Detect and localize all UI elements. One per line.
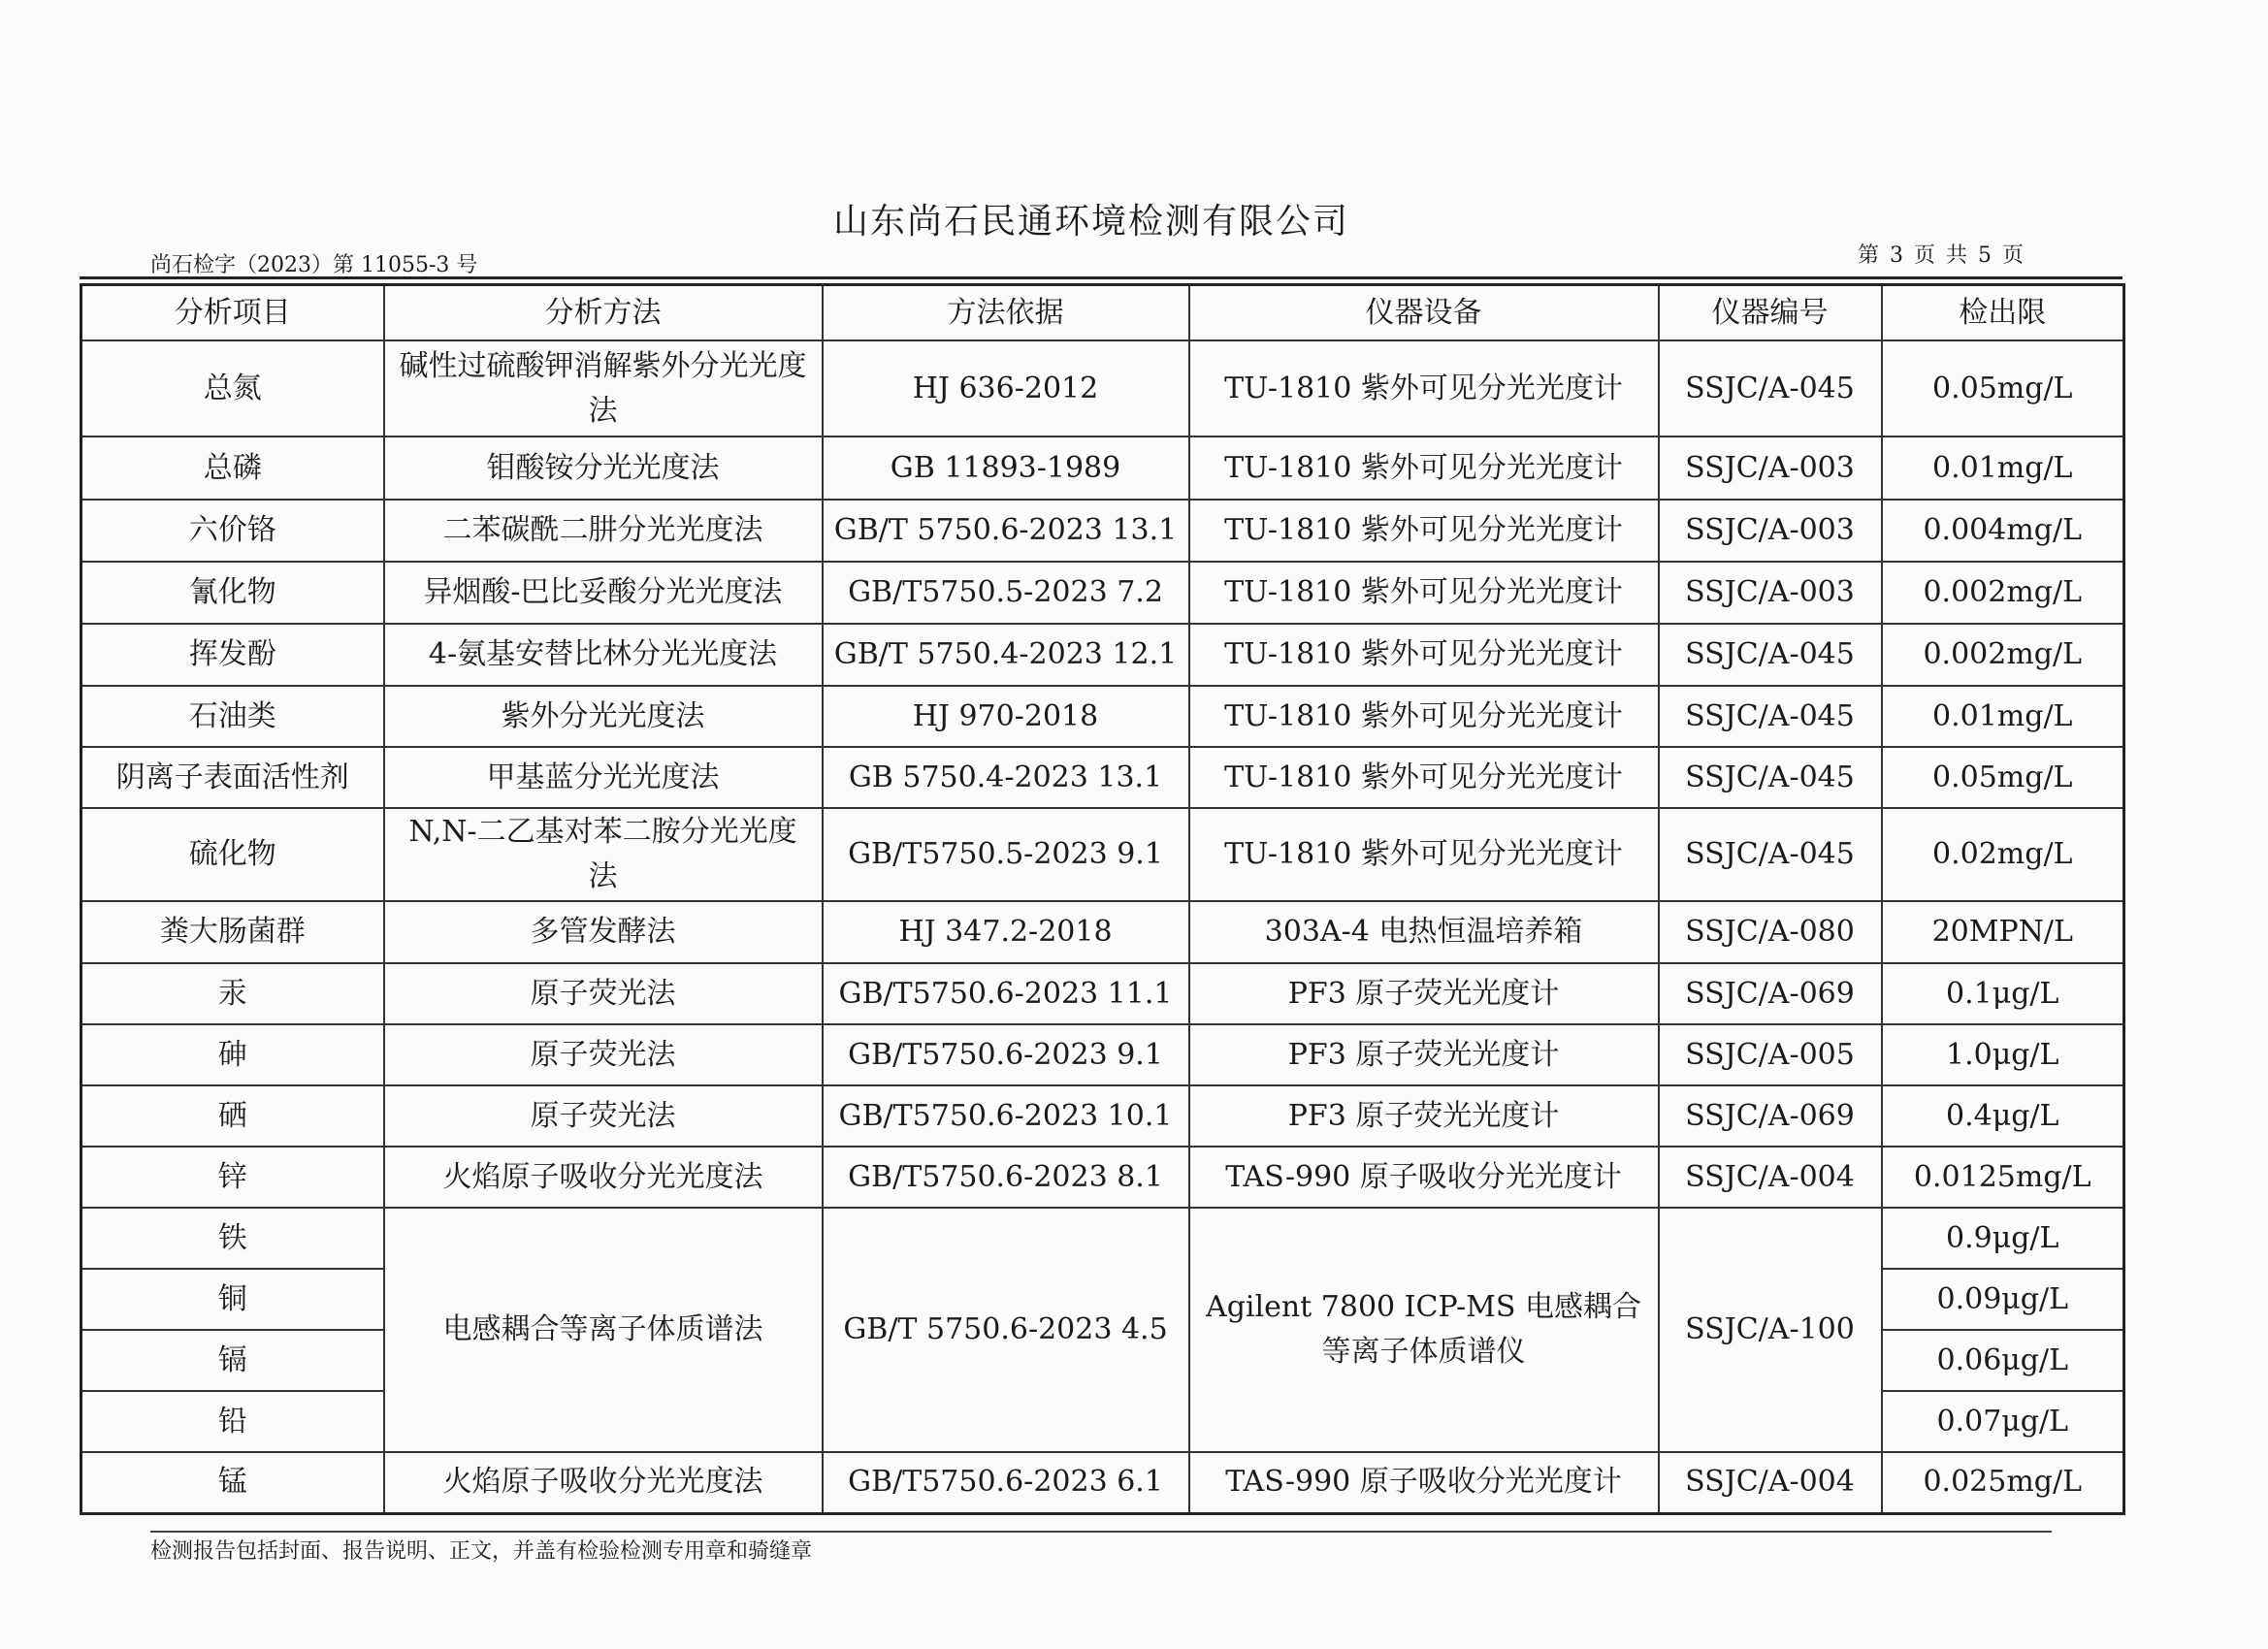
instrument-no-cell: SSJC/A-003 [1659, 500, 1882, 562]
method-cell: 甲基蓝分光光度法 [384, 747, 823, 808]
instrument-no-cell: SSJC/A-004 [1659, 1147, 1882, 1208]
basis-cell: GB/T5750.6-2023 11.1 [823, 963, 1189, 1024]
method-cell: 多管发酵法 [384, 901, 823, 963]
limit-cell: 0.01mg/L [1882, 686, 2124, 747]
table-header-row [81, 285, 2124, 341]
method-cell: 电感耦合等离子体质谱法 [384, 1208, 823, 1452]
analysis-methods-table [80, 283, 2125, 1515]
instrument-cell: PF3 原子荧光光度计 [1189, 1024, 1659, 1085]
page-info: 第 3 页 共 5 页 [1858, 243, 2025, 268]
table-row [81, 1024, 2124, 1085]
method-cell: 紫外分光光度法 [384, 686, 823, 747]
method-cell: 钼酸铵分光光度法 [384, 436, 823, 500]
table-row [81, 1208, 2124, 1269]
method-cell: 火焰原子吸收分光光度法 [384, 1147, 823, 1208]
basis-cell: GB/T 5750.6-2023 4.5 [823, 1208, 1189, 1452]
method-cell: 原子荧光法 [384, 1024, 823, 1085]
basis-cell: GB 11893-1989 [823, 436, 1189, 500]
method-cell: N,N-二乙基对苯二胺分光光度法 [384, 808, 823, 901]
basis-cell: HJ 970-2018 [823, 686, 1189, 747]
instrument-no-cell: SSJC/A-045 [1659, 808, 1882, 901]
limit-cell: 1.0μg/L [1882, 1024, 2124, 1085]
limit-cell: 0.004mg/L [1882, 500, 2124, 562]
item-cell: 铜 [81, 1269, 384, 1330]
limit-cell: 0.9μg/L [1882, 1208, 2124, 1269]
limit-cell: 0.05mg/L [1882, 340, 2124, 436]
table-row [81, 1147, 2124, 1208]
limit-cell: 0.025mg/L [1882, 1452, 2124, 1513]
table-row [81, 436, 2124, 500]
method-cell: 碱性过硫酸钾消解紫外分光光度法 [384, 340, 823, 436]
basis-cell: GB/T5750.5-2023 9.1 [823, 808, 1189, 901]
instrument-no-cell: SSJC/A-069 [1659, 1085, 1882, 1147]
table-row [81, 624, 2124, 686]
item-cell: 总氮 [81, 340, 384, 436]
column-header: 分析方法 [384, 285, 823, 341]
instrument-no-cell: SSJC/A-045 [1659, 340, 1882, 436]
instrument-no-cell: SSJC/A-004 [1659, 1452, 1882, 1513]
table-row [81, 562, 2124, 624]
item-cell: 挥发酚 [81, 624, 384, 686]
instrument-cell: PF3 原子荧光光度计 [1189, 963, 1659, 1024]
column-header: 方法依据 [823, 285, 1189, 341]
column-header: 仪器设备 [1189, 285, 1659, 341]
item-cell: 汞 [81, 963, 384, 1024]
basis-cell: GB/T5750.6-2023 8.1 [823, 1147, 1189, 1208]
table-row [81, 1085, 2124, 1147]
instrument-no-cell: SSJC/A-045 [1659, 624, 1882, 686]
limit-cell: 0.002mg/L [1882, 562, 2124, 624]
instrument-cell: PF3 原子荧光光度计 [1189, 1085, 1659, 1147]
basis-cell: GB/T5750.6-2023 10.1 [823, 1085, 1189, 1147]
instrument-cell: TAS-990 原子吸收分光光度计 [1189, 1452, 1659, 1513]
item-cell: 硫化物 [81, 808, 384, 901]
item-cell: 石油类 [81, 686, 384, 747]
item-cell: 阴离子表面活性剂 [81, 747, 384, 808]
table-row [81, 808, 2124, 901]
limit-cell: 0.002mg/L [1882, 624, 2124, 686]
limit-cell: 0.09μg/L [1882, 1269, 2124, 1330]
method-cell: 原子荧光法 [384, 1085, 823, 1147]
basis-cell: HJ 347.2-2018 [823, 901, 1189, 963]
item-cell: 砷 [81, 1024, 384, 1085]
report-number: 尚石检字（2023）第 11055-3 号 [150, 253, 478, 277]
basis-cell: GB/T5750.6-2023 6.1 [823, 1452, 1189, 1513]
limit-cell: 0.05mg/L [1882, 747, 2124, 808]
item-cell: 锰 [81, 1452, 384, 1513]
basis-cell: GB/T 5750.4-2023 12.1 [823, 624, 1189, 686]
limit-cell: 0.0125mg/L [1882, 1147, 2124, 1208]
table-row [81, 500, 2124, 562]
instrument-no-cell: SSJC/A-080 [1659, 901, 1882, 963]
item-cell: 粪大肠菌群 [81, 901, 384, 963]
method-cell: 4-氨基安替比林分光光度法 [384, 624, 823, 686]
instrument-no-cell: SSJC/A-005 [1659, 1024, 1882, 1085]
instrument-no-cell: SSJC/A-069 [1659, 963, 1882, 1024]
limit-cell: 0.06μg/L [1882, 1330, 2124, 1391]
item-cell: 镉 [81, 1330, 384, 1391]
instrument-cell: Agilent 7800 ICP-MS 电感耦合等离子体质谱仪 [1189, 1208, 1659, 1452]
table-row [81, 1452, 2124, 1513]
instrument-cell: TU-1810 紫外可见分光光度计 [1189, 500, 1659, 562]
company-name: 山东尚石民通环境检测有限公司 [832, 202, 1349, 242]
instrument-no-cell: SSJC/A-045 [1659, 747, 1882, 808]
limit-cell: 0.4μg/L [1882, 1085, 2124, 1147]
item-cell: 铁 [81, 1208, 384, 1269]
instrument-cell: TU-1810 紫外可见分光光度计 [1189, 808, 1659, 901]
method-cell: 异烟酸-巴比妥酸分光光度法 [384, 562, 823, 624]
instrument-no-cell: SSJC/A-045 [1659, 686, 1882, 747]
footer-rule [150, 1531, 2052, 1533]
table-row [81, 340, 2124, 436]
instrument-cell: TAS-990 原子吸收分光光度计 [1189, 1147, 1659, 1208]
instrument-cell: TU-1810 紫外可见分光光度计 [1189, 436, 1659, 500]
item-cell: 氰化物 [81, 562, 384, 624]
column-header: 检出限 [1882, 285, 2124, 341]
instrument-no-cell: SSJC/A-100 [1659, 1208, 1882, 1452]
instrument-cell: TU-1810 紫外可见分光光度计 [1189, 562, 1659, 624]
basis-cell: GB 5750.4-2023 13.1 [823, 747, 1189, 808]
limit-cell: 0.07μg/L [1882, 1391, 2124, 1452]
method-cell: 火焰原子吸收分光光度法 [384, 1452, 823, 1513]
footer-note: 检测报告包括封面、报告说明、正文，并盖有检验检测专用章和骑缝章 [150, 1539, 813, 1564]
basis-cell: GB/T5750.6-2023 9.1 [823, 1024, 1189, 1085]
table-row [81, 747, 2124, 808]
limit-cell: 0.1μg/L [1882, 963, 2124, 1024]
method-cell: 二苯碳酰二肼分光光度法 [384, 500, 823, 562]
item-cell: 铅 [81, 1391, 384, 1452]
header-rule [80, 276, 2122, 279]
table-row [81, 901, 2124, 963]
basis-cell: GB/T 5750.6-2023 13.1 [823, 500, 1189, 562]
instrument-cell: TU-1810 紫外可见分光光度计 [1189, 624, 1659, 686]
instrument-cell: 303A-4 电热恒温培养箱 [1189, 901, 1659, 963]
instrument-cell: TU-1810 紫外可见分光光度计 [1189, 686, 1659, 747]
limit-cell: 0.01mg/L [1882, 436, 2124, 500]
instrument-cell: TU-1810 紫外可见分光光度计 [1189, 747, 1659, 808]
basis-cell: GB/T5750.5-2023 7.2 [823, 562, 1189, 624]
item-cell: 锌 [81, 1147, 384, 1208]
limit-cell: 0.02mg/L [1882, 808, 2124, 901]
item-cell: 六价铬 [81, 500, 384, 562]
item-cell: 硒 [81, 1085, 384, 1147]
instrument-cell: TU-1810 紫外可见分光光度计 [1189, 340, 1659, 436]
item-cell: 总磷 [81, 436, 384, 500]
column-header: 仪器编号 [1659, 285, 1882, 341]
table-row [81, 686, 2124, 747]
instrument-no-cell: SSJC/A-003 [1659, 562, 1882, 624]
method-cell: 原子荧光法 [384, 963, 823, 1024]
limit-cell: 20MPN/L [1882, 901, 2124, 963]
column-header: 分析项目 [81, 285, 384, 341]
table-row [81, 963, 2124, 1024]
instrument-no-cell: SSJC/A-003 [1659, 436, 1882, 500]
basis-cell: HJ 636-2012 [823, 340, 1189, 436]
